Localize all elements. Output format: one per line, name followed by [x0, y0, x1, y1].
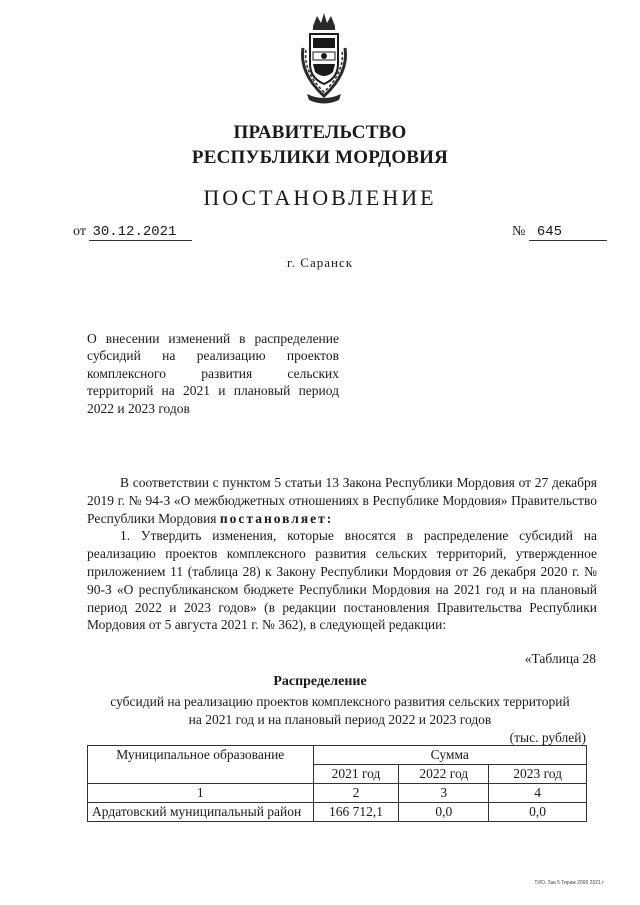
- number-prefix: №: [512, 224, 526, 239]
- document-date: [73, 224, 192, 241]
- city-name: г. Саранск: [286, 255, 354, 270]
- document-body: [87, 474, 597, 634]
- distribution-subtitle: субсидий на реализацию проектов комплексного развития сельских территорий на 2021 год и на плановый период 2022 и 2023 годов: [110, 694, 570, 727]
- header-sum: Сумма: [313, 746, 586, 765]
- value-2022: 0,0: [399, 803, 489, 822]
- value-2023: 0,0: [489, 803, 587, 822]
- coat-of-arms-emblem: [293, 8, 355, 108]
- table-numbering-row: [88, 784, 587, 803]
- subsidy-table: [87, 745, 587, 822]
- resolution-action: постановляет:: [219, 510, 334, 526]
- preamble-text: В соответствии с пунктом 5 статьи 13 Закона Республики Мордовия от 27 декабря 2019 г. № 94-З «О межбюджетных отношениях в Республике Мордовия» Правительство Республики Мордовия: [87, 475, 597, 526]
- table-reference: «Таблица 28: [524, 651, 596, 666]
- header-year-2022: 2022 год: [399, 765, 489, 784]
- number-value: 645: [529, 224, 607, 241]
- value-2021: 166 712,1: [313, 803, 399, 822]
- table-header-row: [88, 746, 587, 765]
- column-number: 2: [313, 784, 399, 803]
- date-value: 30.12.2021: [89, 224, 192, 241]
- government-name-line2: РЕСПУБЛИКИ МОРДОВИЯ: [191, 147, 449, 168]
- document-subject: О внесении изменений в распределение субсидий на реализацию проектов комплексного развития сельских территорий на 2021 и плановый период 2022 и 2023 годов: [87, 331, 339, 416]
- header-year-2021: 2021 год: [313, 765, 399, 784]
- print-footer-code: ТИО. Зак 5 Тираж 2000 2021 г: [534, 880, 604, 886]
- date-prefix: от: [73, 224, 86, 239]
- government-name-line1: ПРАВИТЕЛЬСТВО: [233, 122, 407, 143]
- column-number: 3: [399, 784, 489, 803]
- distribution-title: Распределение: [273, 674, 367, 689]
- document-type-heading: ПОСТАНОВЛЕНИЕ: [203, 185, 437, 210]
- paragraph-preamble: [87, 474, 597, 527]
- paragraph-item-1: 1. Утвердить изменения, которые вносятся в распределение субсидий на реализацию проектов комплексного развития сельских территорий, утвержденное приложением 11 (таблица 28) к Закону Республики Мордовия от 26 декабря 2020 г. № 90-З «О республиканском бюджете Республики Мордовия на 2021 год и на плановый период 2022 и 2023 годов» (в редакции постановления Правительства Республики Мордовия от 5 августа 2021 г. № 362), в следующей редакции:: [87, 528, 597, 633]
- municipality-name: Ардатовский муниципальный район: [88, 803, 314, 822]
- column-number: 1: [88, 784, 314, 803]
- document-number: [512, 224, 607, 241]
- header-year-2023: 2023 год: [489, 765, 587, 784]
- table-row: [88, 803, 587, 822]
- header-municipality: Муниципальное образование: [88, 746, 314, 784]
- column-number: 4: [489, 784, 587, 803]
- table-unit: (тыс. рублей): [509, 730, 586, 745]
